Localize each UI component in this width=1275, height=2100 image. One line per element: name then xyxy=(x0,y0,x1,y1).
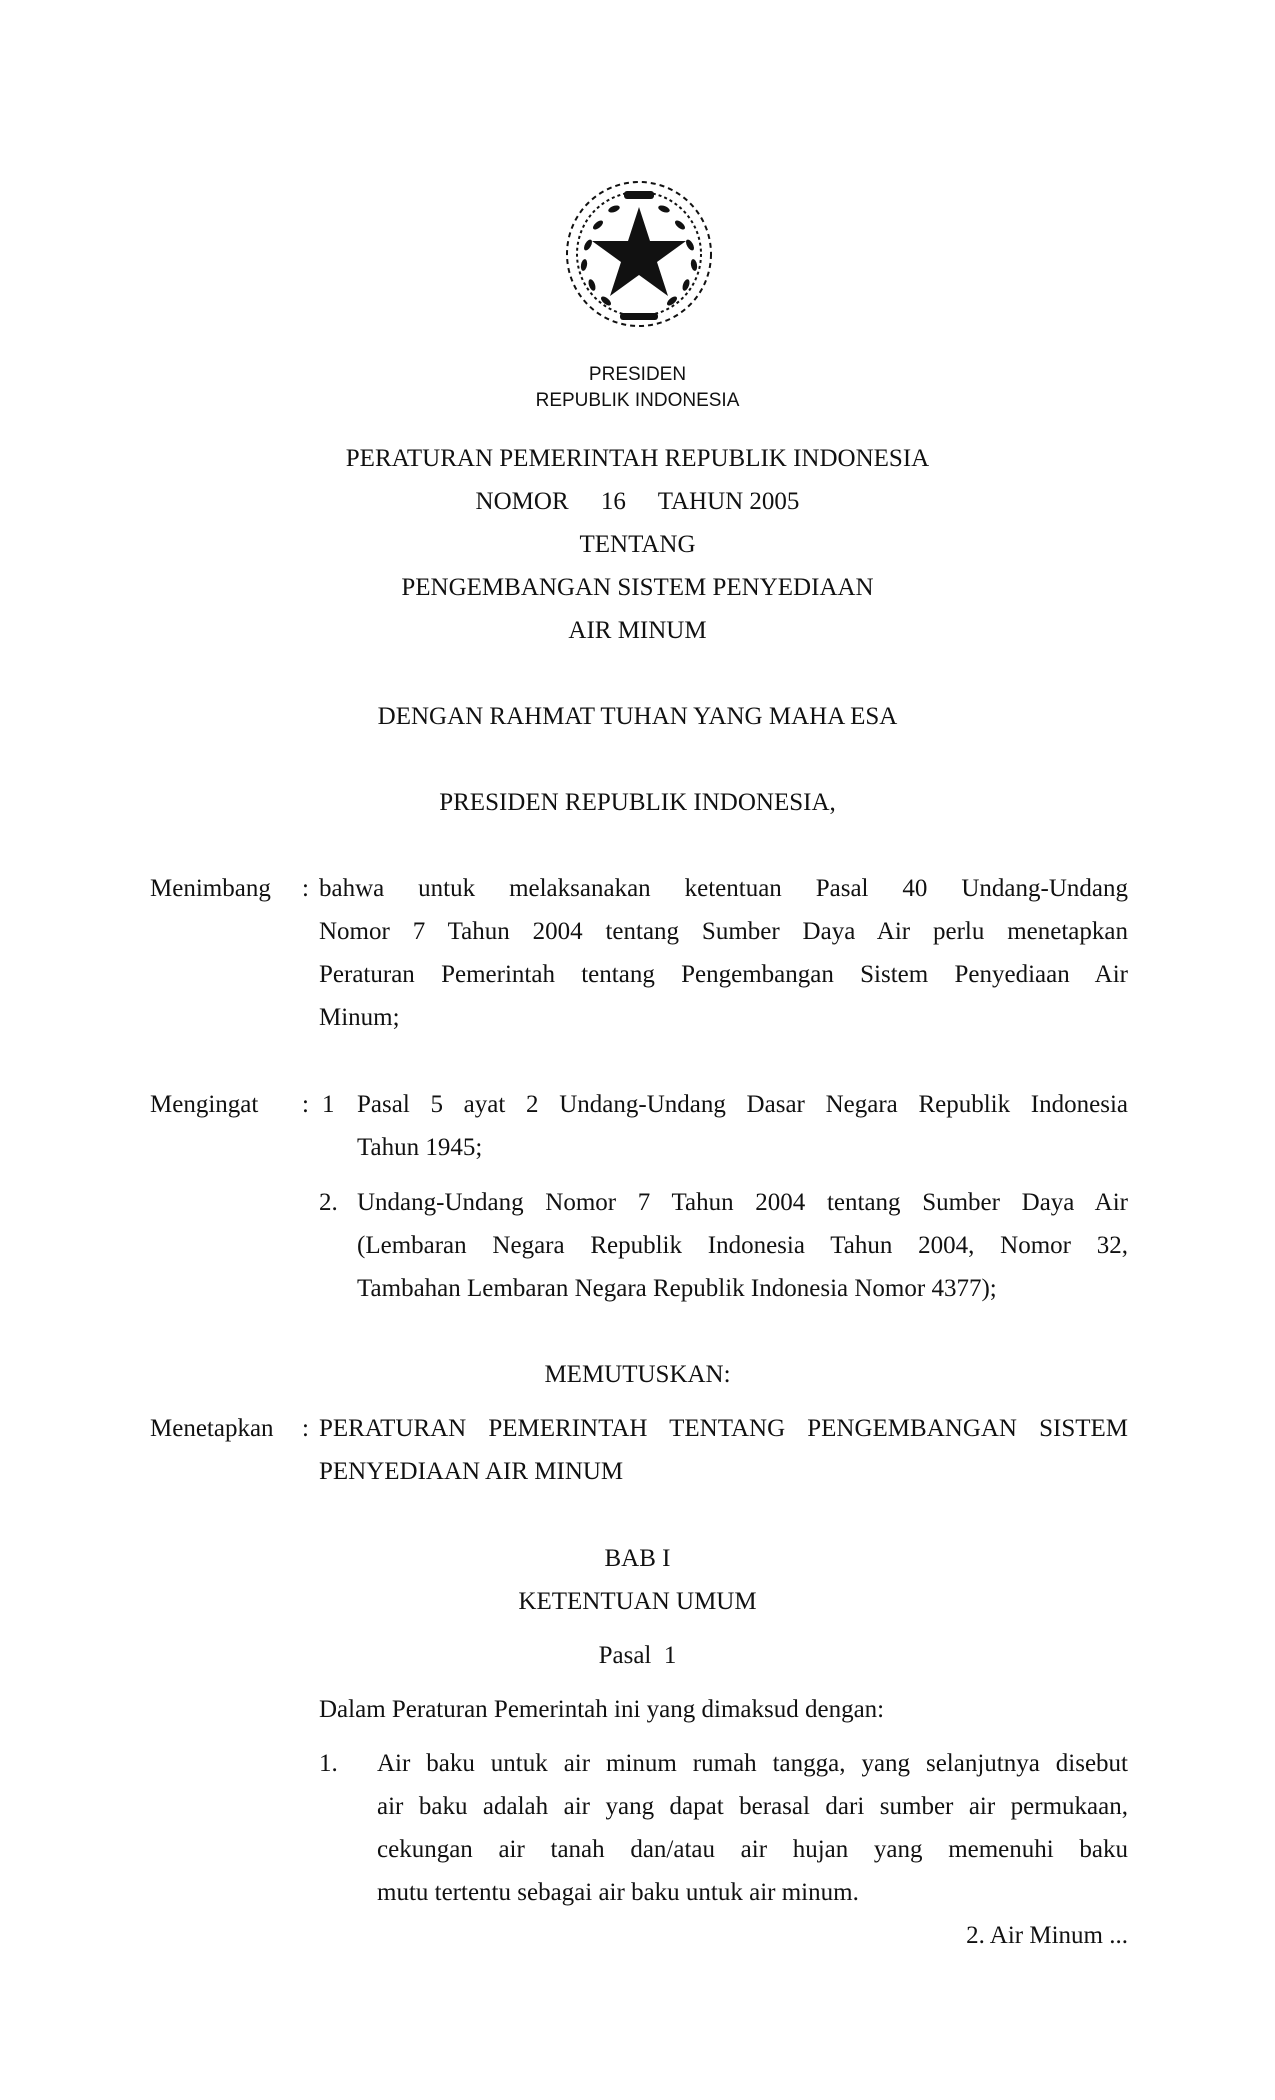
definition-1-line: air baku adalah air yang dapat berasal dari sumber air permukaan, xyxy=(377,1793,1128,1820)
definition-1-number: 1. xyxy=(319,1750,338,1777)
menimbang-text xyxy=(319,867,1128,1039)
mengingat-item-1-number: 1 xyxy=(322,1091,335,1118)
article-heading: Pasal 1 xyxy=(598,1642,677,1669)
menetapkan-line: PENYEDIAAN AIR MINUM xyxy=(319,1458,624,1485)
menimbang-colon: : xyxy=(302,875,309,902)
menimbang-line: Minum; xyxy=(319,1004,400,1031)
mengingat-item-2-line: Tambahan Lembaran Negara Republik Indonesia Nomor 4377); xyxy=(357,1275,997,1302)
mengingat-item-1-line: Pasal 5 ayat 2 Undang-Undang Dasar Negara Republik Indonesia xyxy=(357,1091,1128,1118)
chapter-title: KETENTUAN UMUM xyxy=(518,1588,757,1615)
header-presiden: PRESIDEN xyxy=(588,364,687,385)
mengingat-item-1-text xyxy=(357,1083,1128,1169)
definition-1-line: cekungan air tanah dan/atau air hujan yang memenuhi baku xyxy=(377,1836,1128,1863)
title-line-5: AIR MINUM xyxy=(568,617,707,644)
chapter-number: BAB I xyxy=(604,1545,671,1572)
title-line-4: PENGEMBANGAN SISTEM PENYEDIAAN xyxy=(401,574,874,601)
page-continuation: 2. Air Minum ... xyxy=(966,1922,1128,1949)
regulation-number: 16 xyxy=(600,488,626,515)
presidential-emblem xyxy=(558,175,720,337)
definition-1-text xyxy=(377,1742,1128,1914)
menetapkan-colon: : xyxy=(302,1415,309,1442)
header-republik-indonesia: REPUBLIK INDONESIA xyxy=(535,390,740,411)
mengingat-item-2-text xyxy=(357,1181,1128,1310)
mengingat-item-2-number: 2. xyxy=(319,1189,338,1216)
memutuskan-heading: MEMUTUSKAN: xyxy=(544,1361,731,1388)
star-emblem-icon xyxy=(558,175,720,337)
mengingat-colon: : xyxy=(302,1091,309,1118)
menimbang-line: Nomor 7 Tahun 2004 tentang Sumber Daya Air perlu menetapkan xyxy=(319,918,1128,945)
title-tentang: TENTANG xyxy=(579,531,696,558)
menetapkan-line: PERATURAN PEMERINTAH TENTANG PENGEMBANGAN SISTEM xyxy=(319,1415,1128,1442)
year-label: TAHUN 2005 xyxy=(657,488,800,515)
definition-1-line: Air baku untuk air minum rumah tangga, yang selanjutnya disebut xyxy=(377,1750,1128,1777)
mengingat-item-2-line: (Lembaran Negara Republik Indonesia Tahun 2004, Nomor 32, xyxy=(357,1232,1128,1259)
menimbang-line: bahwa untuk melaksanakan ketentuan Pasal 40 Undang-Undang xyxy=(319,875,1128,902)
title-number-line xyxy=(0,480,1275,523)
definition-1-line: mutu tertentu sebagai air baku untuk air minum. xyxy=(377,1879,859,1906)
mengingat-item-2-line: Undang-Undang Nomor 7 Tahun 2004 tentang Sumber Daya Air xyxy=(357,1189,1128,1216)
menetapkan-text xyxy=(319,1407,1128,1493)
title-line-1: PERATURAN PEMERINTAH REPUBLIK INDONESIA xyxy=(345,445,930,472)
definitions-intro: Dalam Peraturan Pemerintah ini yang dimaksud dengan: xyxy=(319,1696,885,1723)
menimbang-label: Menimbang xyxy=(150,875,271,902)
president-heading: PRESIDEN REPUBLIK INDONESIA, xyxy=(439,789,836,816)
invocation: DENGAN RAHMAT TUHAN YANG MAHA ESA xyxy=(377,703,898,730)
mengingat-item-1-line: Tahun 1945; xyxy=(357,1134,483,1161)
menimbang-line: Peraturan Pemerintah tentang Pengembangan Sistem Penyediaan Air xyxy=(319,961,1128,988)
mengingat-label: Mengingat xyxy=(150,1091,259,1118)
number-label: NOMOR xyxy=(475,488,569,515)
menetapkan-label: Menetapkan xyxy=(150,1415,274,1442)
